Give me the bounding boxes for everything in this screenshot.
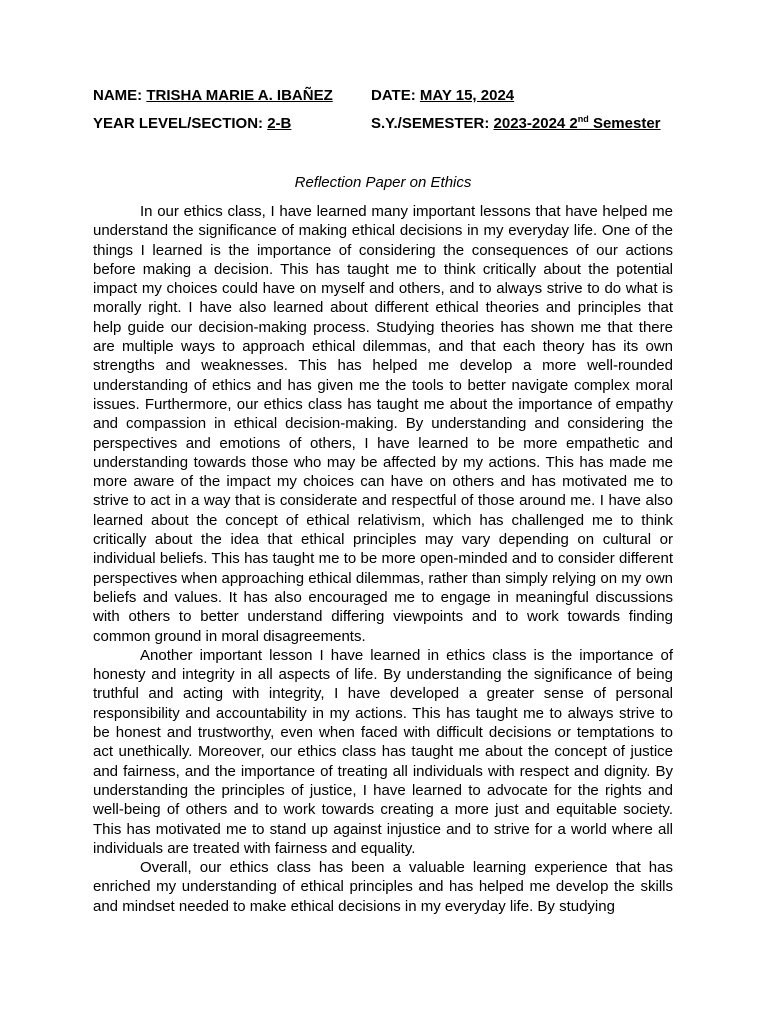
- year-section-value: 2-B: [267, 115, 292, 132]
- school-year-semester-label: S.Y./SEMESTER:: [371, 115, 490, 132]
- paragraph-3: Overall, our ethics class has been a valuable learning experience that has enriched my understanding of ethical principles and has helped me develop the skills and mindset needed to make ethical decisions in my everyday life. By studying: [93, 859, 673, 915]
- school-year-semester-value: [494, 115, 661, 132]
- date-label: DATE:: [371, 87, 416, 104]
- date-value: MAY 15, 2024: [419, 87, 515, 104]
- sy-semester: Semester: [588, 115, 661, 132]
- paper-title: Reflection Paper on Ethics: [294, 174, 472, 191]
- year-section-field: [93, 115, 291, 133]
- school-year-semester-field: [371, 115, 661, 133]
- name-label: NAME:: [93, 87, 143, 104]
- paragraph-2: Another important lesson I have learned in ethics class is the importance of honesty and integrity in all aspects of life. By understanding the significance of being truthful and acting with integrity, I have developed a greater sense of personal responsibility and accountability in my actions. This has taught me to always strive to be honest and trustworthy, even when faced with difficult decisions or temptations to act unethically. Moreover, our ethics class has taught me about the concept of justice and fairness, and the importance of treating all individuals with respect and dignity. By understanding the principles of justice, I have learned to advocate for the rights and well-being of others and to work towards creating a more just and equitable society. This has motivated me to stand up against injustice and to strive for a world where all individuals are treated with fairness and equality.: [93, 646, 673, 857]
- year-section-label: YEAR LEVEL/SECTION:: [93, 115, 264, 132]
- date-field: [371, 87, 514, 105]
- paragraph-1: In our ethics class, I have learned many important lessons that have helped me understand the significance of making ethical decisions in my everyday life. One of the things I learned is the importance of considering the consequences of our actions before making a decision. This has taught me to think critically about the potential impact my choices could have on myself and others, and to always strive to do what is morally right. I have also learned about different ethical theories and principles that help guide our decision-making process. Studying theories has shown me that there are multiple ways to approach ethical dilemmas, and that each theory has its own strengths and weaknesses. This has helped me develop a more well-rounded understanding of ethics and has given me the tools to better navigate complex moral issues. Furthermore, our ethics class has taught me about the importance of empathy and compassion in ethical decision-making. By understanding and considering the perspectives and emotions of others, I have learned to be more empathetic and understanding towards those who may be affected by my actions. This has made me more aware of the impact my choices can have on others and has motivated me to strive to act in a way that is considerate and respectful of those around me. I have also learned about the concept of ethical relativism, which has challenged me to think critically about the idea that ethical principles may vary depending on cultural or individual beliefs. This has taught me to be more open-minded and to consider different perspectives when approaching ethical dilemmas, rather than simply relying on my own beliefs and values. It has also encouraged me to engage in meaningful discussions with others to better understand differing viewpoints and to work towards finding common ground in moral disagreements.: [93, 203, 673, 645]
- sy-ordinal: nd: [577, 114, 589, 124]
- name-field: [93, 87, 333, 105]
- sy-main: 2023-2024 2: [493, 115, 578, 132]
- paper-body: [93, 202, 673, 916]
- name-value: TRISHA MARIE A. IBAÑEZ: [146, 87, 333, 104]
